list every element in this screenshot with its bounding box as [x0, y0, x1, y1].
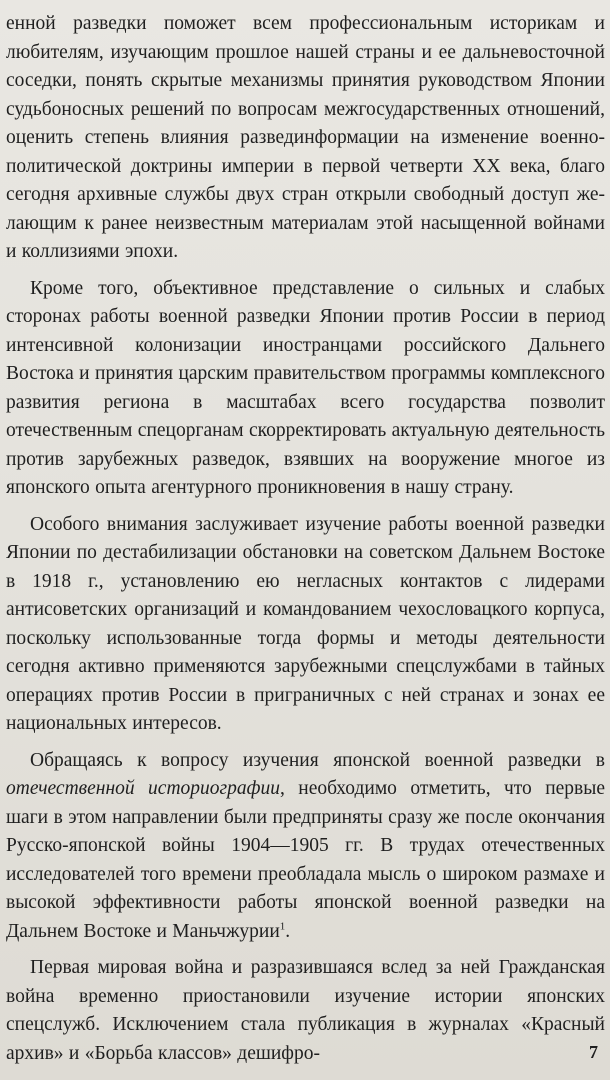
page-number: 7 — [589, 1041, 598, 1062]
paragraph-4-text-end: . — [285, 920, 291, 942]
paragraph-1: енной разведки поможет всем профессиональным историкам и любителям, изучающим прошлое нашей страны и ее дальневосточной соседки, понять скрытые механизмы принятия руководством Японии судьбоносных решений по вопросам межгосударственных отношений, оценить степень влияния развединформации на изменение военно-политической доктрины империи в первой четверти XX века, благо сегодня архивные службы двух стран открыли свободный доступ желающим к ранее неизвестным материалам этой насыщенной войнами и коллизиями эпохи. — [6, 13, 605, 262]
paragraph-2: Кроме того, объективное представление о сильных и слабых сторонах работы военной разведки Японии против России в период интенсивной колонизации иностранцами российского Дальнего Востока и принятия царским правительством программы комплексного развития региона в масштабах всего государства позволит отечественным спецорганам скорректировать актуальную деятельность против зарубежных разведок, взявших на вооружение многое из японского опыта агентурного проникновения в нашу страну. — [6, 277, 605, 498]
paragraph-4-text-start: Обращаясь к вопросу изучения японской военной разведки в — [30, 749, 605, 771]
paragraph-4-text-continued: , необходимо отметить, что первые шаги в этом направлении были предприняты сразу же после окончания Русско-японской войны 1904—1905 гг. В трудах отечественных исследователей того времени преобладала мысль о широком размахе и высокой эффективности работы японской военной разведки на Дальнем Востоке и Маньчжурии — [6, 778, 606, 942]
paragraph-4 — [6, 747, 605, 947]
paragraph-5: Первая мировая война и разразившаяся вслед за ней Гражданская война временно приостановили изучение истории японских спецслужб. Исключением стала публикация в журналах «Красный архив» и «Борьба классов» дешифро- — [6, 957, 605, 1064]
paragraph-3: Особого внимания заслуживает изучение работы военной разведки Японии по дестабилизации обстановки на советском Дальнем Востоке в 1918 г., установлению ею негласных контактов с лидерами антисоветских организаций и командованием чехословацкого корпуса, поскольку использованные тогда формы и методы деятельности сегодня активно применяются зарубежными спецслужбами в тайных операциях против России в приграничных с ней странах и зонах ее национальных интересов. — [6, 513, 605, 734]
footnote-marker[interactable]: 1 — [279, 920, 286, 932]
paragraph-4-italic-term: отечественной историографии — [6, 778, 280, 799]
